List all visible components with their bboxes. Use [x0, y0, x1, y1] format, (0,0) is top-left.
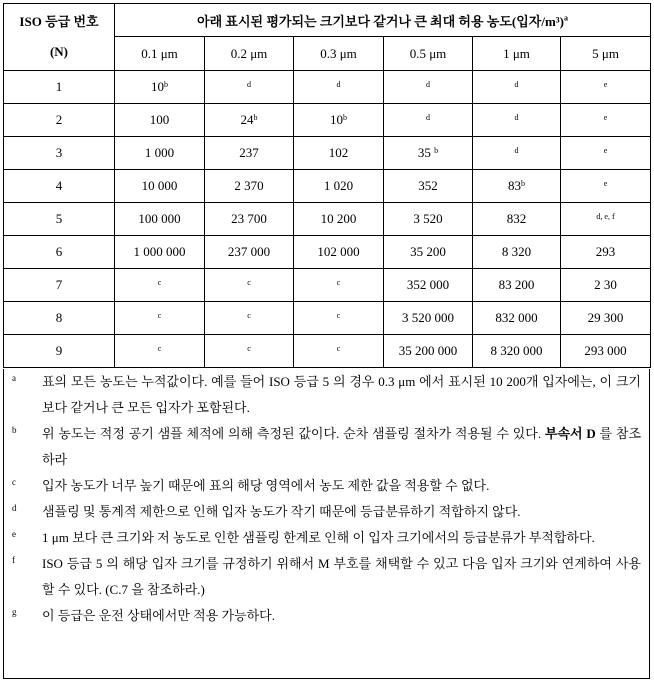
table-row	[4, 302, 651, 335]
concentration-value: 237	[239, 145, 259, 160]
concentration-value: 2 30	[594, 277, 617, 292]
concentration-cell	[473, 302, 561, 335]
concentration-value: 102 000	[317, 244, 360, 259]
concentration-value: 102	[328, 145, 349, 160]
concentration-cell	[561, 203, 651, 236]
concentration-cell	[561, 104, 651, 137]
footnote-mark: c	[247, 344, 251, 353]
footnote	[4, 473, 649, 499]
footnote-text-tail: 를 참조하라	[42, 426, 642, 467]
footnote-mark: b	[164, 80, 168, 89]
concentration-value: 293 000	[584, 343, 627, 358]
iso-class-number: 7	[4, 269, 115, 302]
footnote-mark: c	[247, 278, 251, 287]
concentration-cell	[205, 269, 294, 302]
concentration-value: 35 200	[410, 244, 446, 259]
footnotes	[3, 369, 650, 679]
footnote-text: ISO 등급 5 의 해당 입자 크기를 규정하기 위해서 M 부호를 채택할 수 있고 다음 입자 크기와 연계하여 사용할 수 있다. (C.7 을 참조하라.)	[42, 556, 641, 597]
iso-class-number: 1	[4, 71, 115, 104]
data-rows	[4, 71, 651, 368]
concentration-value: 293	[595, 244, 616, 259]
iso-class-number: 5	[4, 203, 115, 236]
footnote-mark: d	[336, 80, 341, 89]
footnote-mark: e	[603, 113, 608, 122]
concentration-value: 10	[151, 79, 164, 94]
concentration-cell	[294, 137, 384, 170]
concentration-cell	[115, 170, 205, 203]
concentration-cell	[473, 335, 561, 368]
footnote-letter: e	[12, 529, 16, 539]
concentration-cell	[561, 302, 651, 335]
concentration-value: 3 520 000	[402, 310, 454, 325]
concentration-value: 23 700	[231, 211, 267, 226]
concentration-value: 83	[508, 178, 521, 193]
concentration-cell	[473, 170, 561, 203]
concentration-value: 1 000 000	[133, 244, 186, 259]
concentration-value: 1 000	[144, 145, 175, 160]
concentration-cell	[473, 71, 561, 104]
iso-class-header-line1: ISO 등급 번호	[19, 14, 99, 29]
footnote-mark: e	[603, 80, 608, 89]
footnote	[4, 525, 649, 551]
concentration-cell	[561, 170, 651, 203]
table-row	[4, 269, 651, 302]
concentration-cell	[384, 137, 473, 170]
concentration-value: 2 370	[234, 178, 264, 193]
footnote-text: 이 등급은 운전 상태에서만 적용 가능하다.	[42, 608, 275, 623]
concentration-cell	[205, 302, 294, 335]
concentration-value: 352	[418, 178, 438, 193]
concentration-cell	[384, 71, 473, 104]
footnote-bold-ref: 부속서 D	[544, 426, 596, 441]
footnote-mark: d	[426, 80, 430, 89]
concentration-value: 3 520	[413, 211, 443, 226]
concentration-value: 352 000	[406, 277, 450, 292]
concentration-cell	[205, 170, 294, 203]
concentration-cell	[205, 137, 294, 170]
concentration-value: 10	[330, 112, 343, 127]
concentration-cell	[205, 71, 294, 104]
footnote	[4, 369, 649, 421]
particle-size-header: 5 μm	[561, 37, 651, 71]
concentration-cell	[205, 236, 294, 269]
iso-class-number: 3	[4, 137, 115, 170]
footnote-mark: c	[157, 311, 162, 320]
concentration-cell	[384, 203, 473, 236]
concentration-cell	[561, 71, 651, 104]
concentration-cell	[473, 203, 561, 236]
footnote-letter: d	[12, 503, 17, 513]
footnote-letter: a	[12, 373, 16, 383]
particle-size-header: 0.3 μm	[294, 37, 384, 71]
concentration-value: 10 000	[141, 178, 178, 193]
footnote-mark: c	[247, 311, 251, 320]
concentration-value: 35 200 000	[398, 343, 458, 358]
concentration-cell	[473, 269, 561, 302]
concentration-cell	[205, 104, 294, 137]
particle-size-header: 1 μm	[473, 37, 561, 71]
concentration-cell	[384, 335, 473, 368]
footnote-mark: b	[521, 179, 525, 188]
footnote-mark: e	[603, 146, 608, 155]
particle-size-header: 0.1 μm	[115, 37, 205, 71]
footnote-mark: b	[434, 146, 439, 155]
concentration-value: 237 000	[227, 244, 271, 259]
particle-size-header: 0.2 μm	[205, 37, 294, 71]
footnote-text: 입자 농도가 너무 높기 때문에 표의 해당 영역에서 농도 제한 값을 적용할 수 없다.	[42, 478, 490, 493]
footnote-mark: c	[336, 344, 341, 353]
iso-class-table	[3, 3, 651, 368]
concentration-value: 1 020	[323, 178, 354, 193]
footnote-mark: e	[603, 179, 608, 188]
concentration-value: 100	[149, 112, 170, 127]
footnote-text: 위 농도는 적정 공기 샘플 체적에 의해 측정된 값이다. 순차 샘플링 절차가 적용될 수 있다.	[42, 426, 545, 441]
concentration-cell	[561, 335, 651, 368]
table-row	[4, 104, 651, 137]
concentration-cell	[384, 302, 473, 335]
iso-class-number: 8	[4, 302, 115, 335]
table-row	[4, 170, 651, 203]
concentration-value: 8 320	[501, 244, 532, 259]
concentration-cell	[384, 104, 473, 137]
iso-class-header-line2: (N)	[49, 44, 69, 59]
concentration-cell	[115, 335, 205, 368]
footnote-mark: c	[157, 278, 162, 287]
footnote-mark: b	[343, 113, 347, 122]
footnote-text: 표의 모든 농도는 누적값이다. 예를 들어 ISO 등급 5 의 경우 0.3 μm 에서 표시된 10 200개 입자에는, 이 크기보다 같거나 큰 모든 입자가 포함된다.	[42, 374, 641, 415]
footnote-mark: d	[514, 113, 519, 122]
concentration-cell	[473, 137, 561, 170]
concentration-cell	[115, 269, 205, 302]
table-row	[4, 335, 651, 368]
concentration-cell	[473, 104, 561, 137]
footnote	[4, 551, 649, 603]
concentration-cell	[115, 302, 205, 335]
concentration-value: 8 320 000	[490, 343, 543, 358]
concentration-value: 35	[417, 145, 435, 160]
footnote-mark: c	[336, 311, 341, 320]
concentration-cell	[384, 236, 473, 269]
concentration-cell	[115, 236, 205, 269]
concentration-cell	[294, 236, 384, 269]
concentration-cell	[294, 71, 384, 104]
concentration-value: 100 000	[138, 211, 181, 226]
concentration-header	[115, 4, 651, 37]
footnote-letter: g	[12, 607, 17, 617]
concentration-value: 83 200	[498, 277, 535, 292]
concentration-cell	[294, 302, 384, 335]
footnote-mark: c	[336, 278, 341, 287]
concentration-cell	[115, 104, 205, 137]
concentration-cell	[561, 137, 651, 170]
footnote-text: 1 μm 보다 큰 크기와 저 농도로 인한 샘플링 한계로 인해 이 입자 크기에서의 등급분류가 부적합하다.	[42, 530, 595, 545]
iso-class-number: 4	[4, 170, 115, 203]
iso-class-number: 9	[4, 335, 115, 368]
footnote-text: 샘플링 및 통계적 제한으로 인해 입자 농도가 작기 때문에 등급분류하기 적합하지 않다.	[42, 504, 521, 519]
concentration-cell	[294, 203, 384, 236]
concentration-cell	[205, 335, 294, 368]
concentration-value: 832	[506, 211, 527, 226]
footnote-mark: d	[247, 80, 251, 89]
footnote-mark: d, e, f	[596, 212, 615, 221]
concentration-cell	[294, 170, 384, 203]
particle-size-header: 0.5 μm	[384, 37, 473, 71]
concentration-value: 832 000	[495, 310, 538, 325]
concentration-cell	[115, 203, 205, 236]
concentration-header-sup: a	[564, 13, 568, 23]
table-row	[4, 203, 651, 236]
iso-class-number: 6	[4, 236, 115, 269]
footnote-mark: d	[426, 113, 430, 122]
concentration-cell	[473, 236, 561, 269]
concentration-cell	[205, 203, 294, 236]
concentration-value: 10 200	[320, 211, 357, 226]
footnote-letter: b	[12, 425, 17, 435]
concentration-value: 29 300	[587, 310, 624, 325]
concentration-value: 24	[240, 112, 254, 127]
iso-class-number: 2	[4, 104, 115, 137]
concentration-cell	[294, 335, 384, 368]
concentration-cell	[561, 269, 651, 302]
concentration-cell	[115, 71, 205, 104]
iso-class-header	[4, 4, 115, 71]
concentration-cell	[115, 137, 205, 170]
concentration-cell	[384, 170, 473, 203]
concentration-cell	[561, 236, 651, 269]
footnote	[4, 603, 649, 629]
concentration-cell	[384, 269, 473, 302]
footnote	[4, 499, 649, 525]
table-row	[4, 236, 651, 269]
footnote-mark: d	[514, 80, 519, 89]
footnote	[4, 421, 649, 473]
footnote-mark: c	[157, 344, 162, 353]
table-row	[4, 137, 651, 170]
footnote-mark: b	[253, 113, 258, 122]
footnote-letter: f	[12, 555, 15, 565]
concentration-cell	[294, 104, 384, 137]
concentration-header-text: 아래 표시된 평가되는 크기보다 같거나 큰 최대 허용 농도(입자/m³)	[197, 13, 564, 29]
footnote-mark: d	[514, 146, 519, 155]
footnote-letter: c	[12, 477, 16, 487]
table-row	[4, 71, 651, 104]
concentration-cell	[294, 269, 384, 302]
